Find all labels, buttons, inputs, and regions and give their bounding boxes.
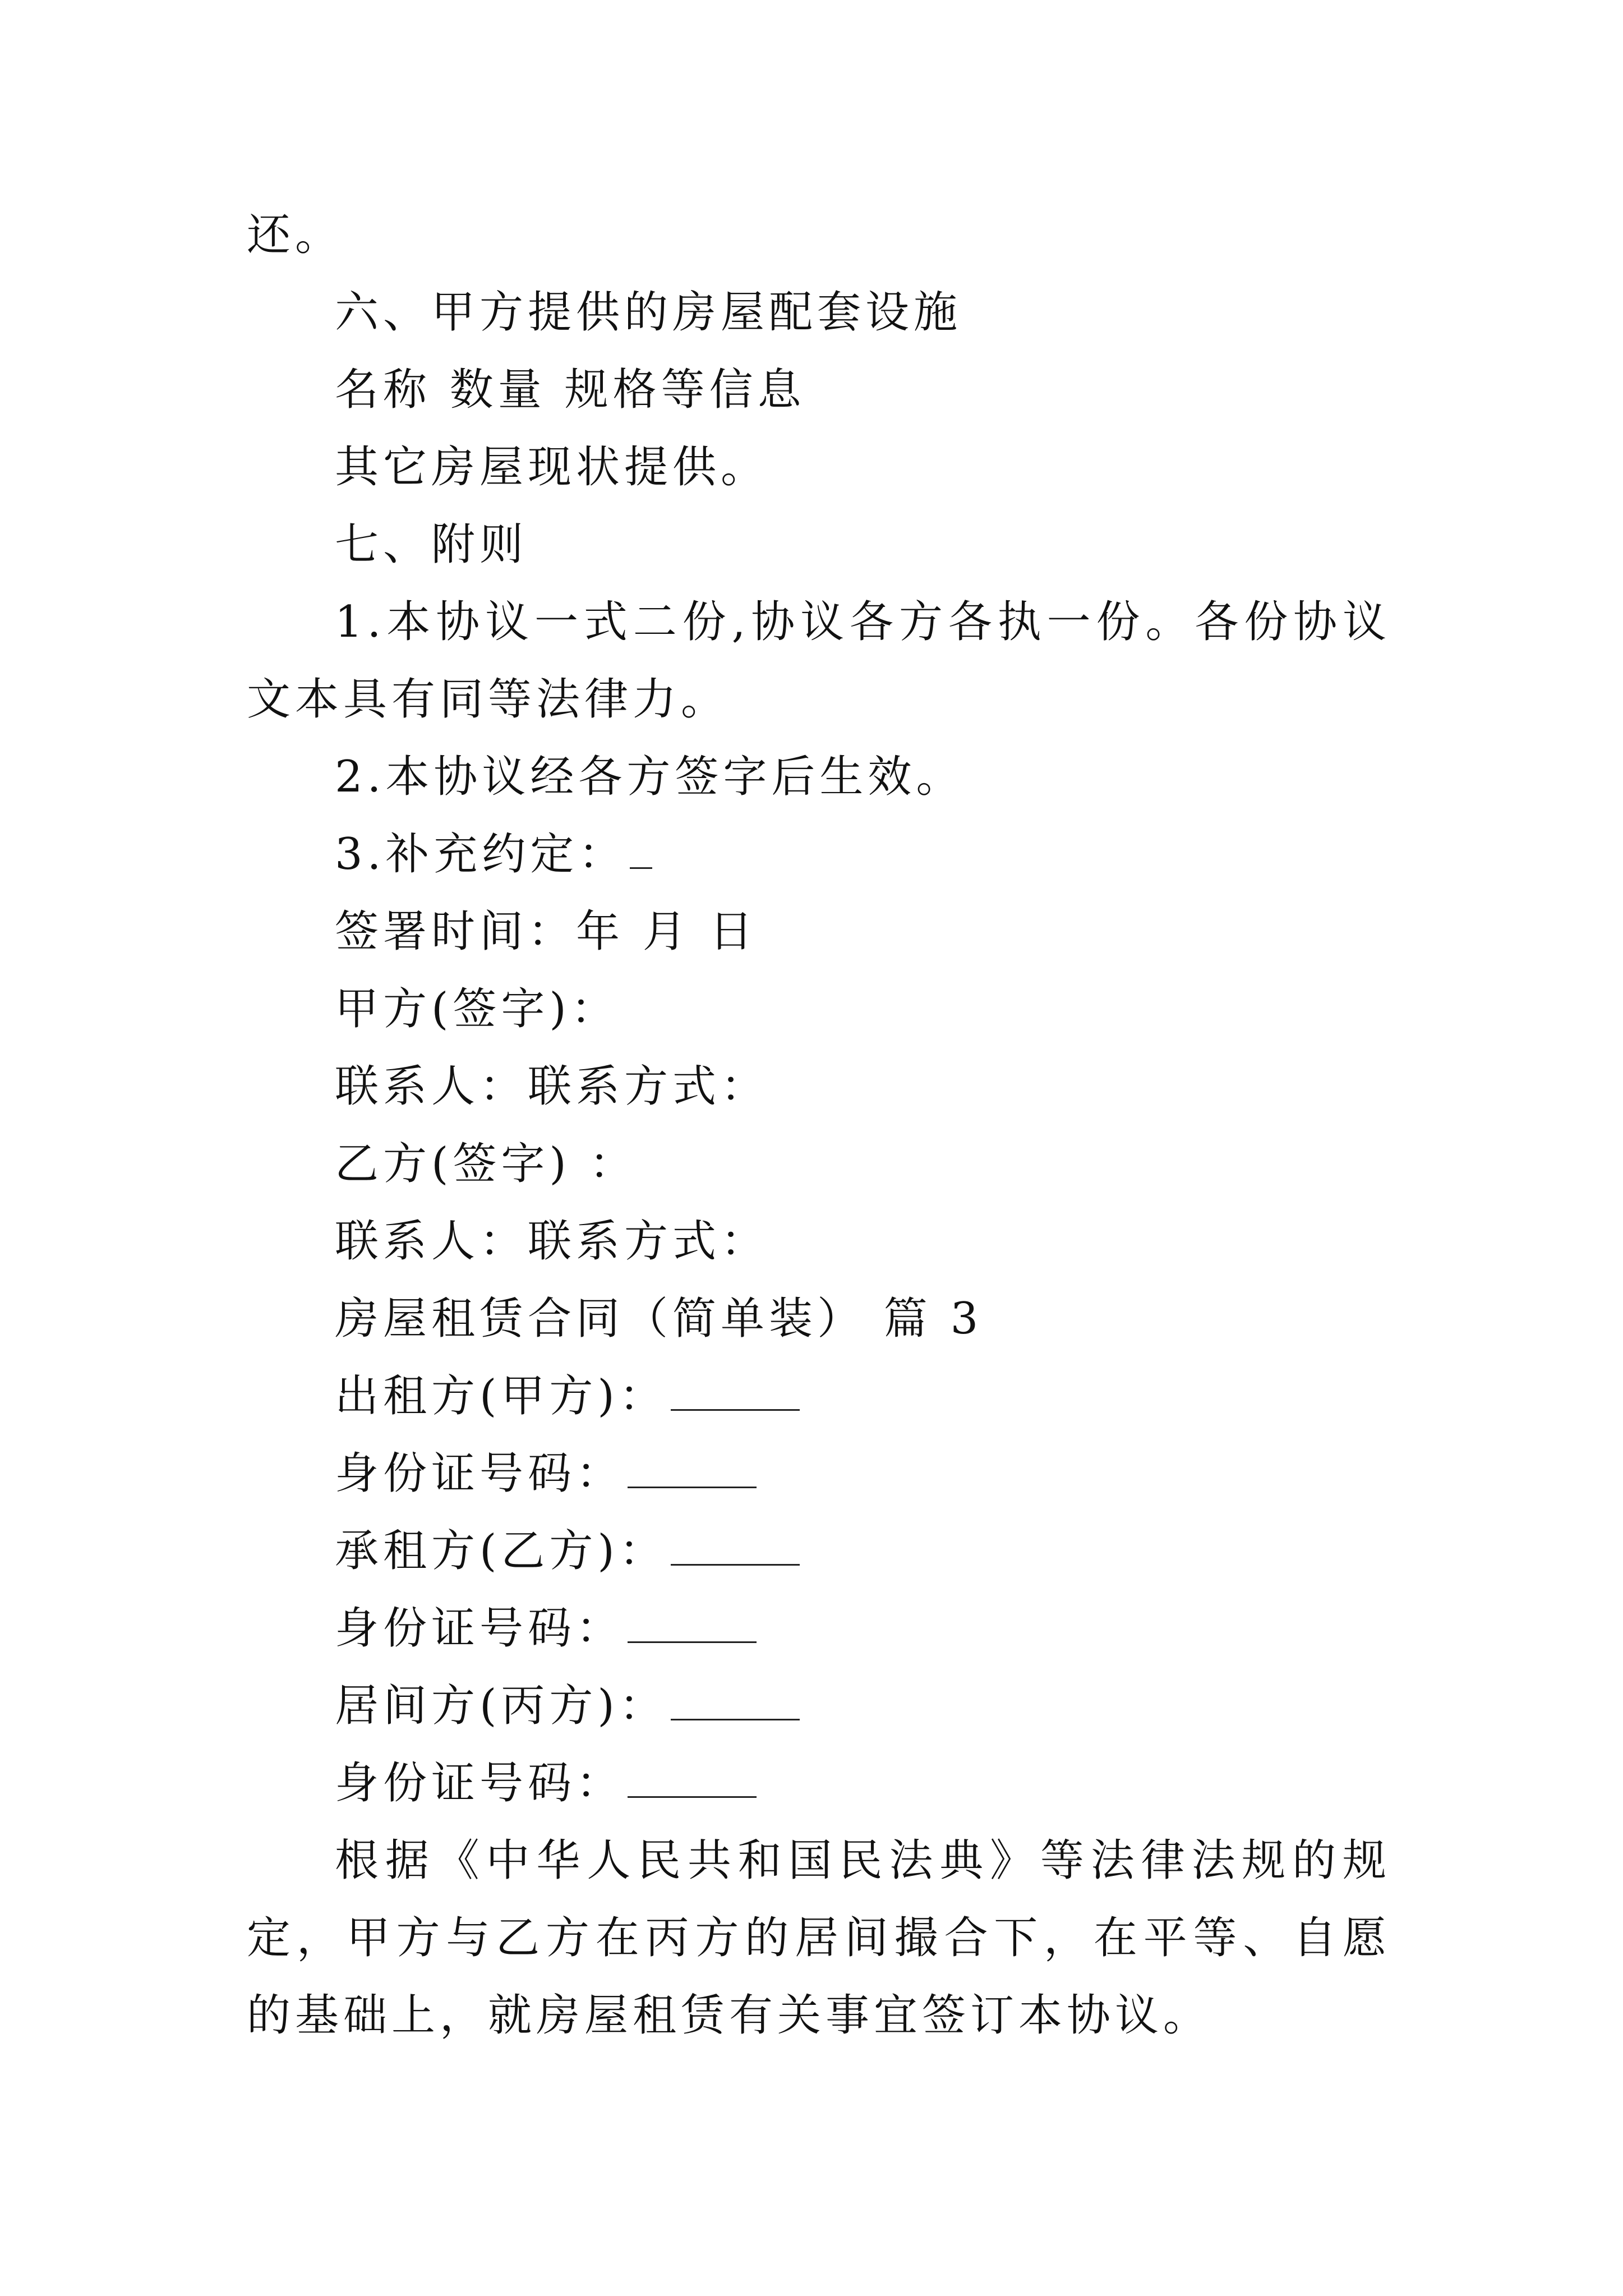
section-heading-facilities: 六、甲方提供的房屋配套设施 <box>335 287 962 338</box>
blank-line <box>628 1453 757 1488</box>
id-number-label: 身份证号码： <box>335 1448 625 1499</box>
text-line: 还。 <box>247 210 344 260</box>
blank-line <box>671 1375 800 1411</box>
party-a-signature-line: 甲方(签字)： <box>335 984 619 1034</box>
id-number-label: 身份证号码： <box>335 1758 625 1809</box>
id-number-line <box>247 1590 1391 1667</box>
supplementary-agreement-line <box>247 816 1391 893</box>
blank-line <box>630 834 652 869</box>
lessee-label: 承租方(乙方)： <box>335 1526 667 1576</box>
lessor-line <box>247 1358 1391 1435</box>
party-a-contact-line: 联系人：联系方式： <box>335 1061 769 1112</box>
text-line: 其它房屋现状提供。 <box>335 442 769 493</box>
text-line: 名称 数量 规格等信息 <box>335 365 806 415</box>
blank-line <box>671 1530 800 1566</box>
blank-line <box>628 1608 757 1643</box>
intermediary-line <box>247 1667 1391 1745</box>
paragraph-copies: 1.本协议一式二份,协议各方各执一份。各份协议文本具有同等法律力。 <box>247 597 1391 725</box>
id-number-label: 身份证号码： <box>335 1603 625 1654</box>
lessee-line <box>247 1512 1391 1590</box>
party-b-signature-line: 乙方(签字) ： <box>335 1139 638 1189</box>
signing-date-line: 签署时间：年 月 日 <box>335 907 758 957</box>
blank-line <box>671 1685 800 1720</box>
contract-title: 房屋租赁合同（简单装） 篇 3 <box>335 1294 983 1344</box>
section-heading-supplementary: 七、附则 <box>335 519 528 570</box>
blank-line <box>628 1763 757 1798</box>
intermediary-label: 居间方(丙方)： <box>335 1681 667 1731</box>
supplementary-agreement-label: 3.补充约定： <box>335 829 627 880</box>
id-number-line <box>247 1745 1391 1822</box>
party-b-contact-line: 联系人：联系方式： <box>335 1216 769 1267</box>
id-number-line <box>247 1435 1391 1512</box>
text-line: 2.本协议经各方签字后生效。 <box>335 752 965 802</box>
document-body <box>247 196 1391 2054</box>
lessor-label: 出租方(甲方)： <box>335 1371 667 1421</box>
paragraph-legal-basis: 根据《中华人民共和国民法典》等法律法规的规定，甲方与乙方在丙方的居间撮合下，在平等、自愿的基础上，就房屋租赁有关事宜签订本协议。 <box>247 1835 1391 2041</box>
